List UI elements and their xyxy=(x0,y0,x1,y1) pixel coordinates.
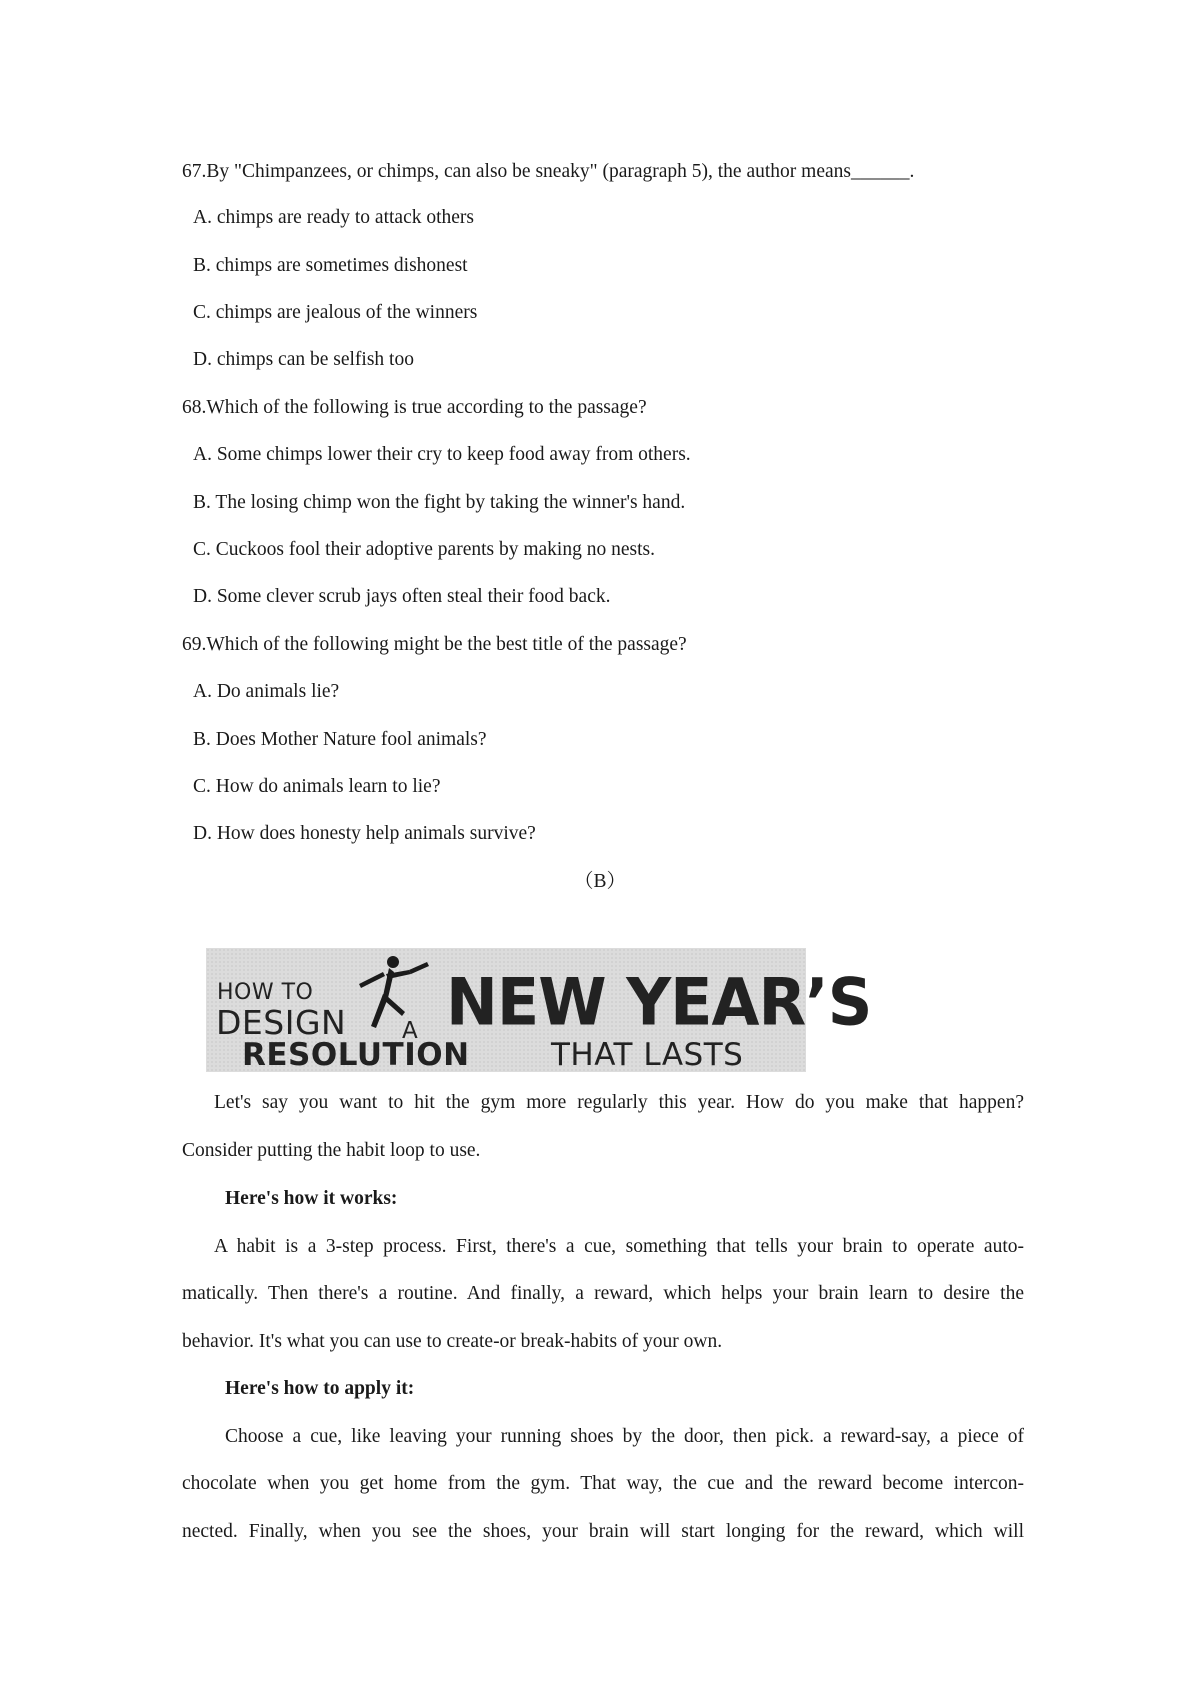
question-67-option-d: D. chimps can be selfish too xyxy=(193,349,414,370)
question-68-stem: 68.Which of the following is true according to the passage? xyxy=(182,397,647,418)
question-67-stem: 67.By "Chimpanzees, or chimps, can also be sneaky" (paragraph 5), the author means______. xyxy=(182,161,915,182)
heading-how-it-works: Here's how it works: xyxy=(225,1188,398,1209)
passage-works-line-2: matically. Then there's a routine. And finally, a reward, which helps your brain learn to desire the xyxy=(182,1283,1024,1304)
question-67-option-a: A. chimps are ready to attack others xyxy=(193,207,475,228)
heading-how-to-apply: Here's how to apply it: xyxy=(225,1378,415,1399)
passage-intro-line-2: Consider putting the habit loop to use. xyxy=(182,1140,481,1161)
question-67-option-c: C. chimps are jealous of the winners xyxy=(193,302,478,323)
question-68-option-c: C. Cuckoos fool their adoptive parents by making no nests. xyxy=(193,539,655,560)
question-69-option-a: A. Do animals lie? xyxy=(193,681,340,702)
banner-a-text: A xyxy=(402,1018,418,1044)
passage-works-line-3: behavior. It's what you can use to create-or break-habits of your own. xyxy=(182,1331,723,1352)
question-68-option-d: D. Some clever scrub jays often steal their food back. xyxy=(193,586,611,607)
question-67-option-b: B. chimps are sometimes dishonest xyxy=(193,255,468,276)
runner-figure-icon xyxy=(331,948,441,1038)
question-69-option-c: C. How do animals learn to lie? xyxy=(193,776,441,797)
banner-how-to-text: HOW TO xyxy=(217,980,314,1005)
question-68-option-a: A. Some chimps lower their cry to keep food away from others. xyxy=(193,444,691,465)
question-69-stem: 69.Which of the following might be the best title of the passage? xyxy=(182,634,687,655)
banner-design-text: DESIGN xyxy=(216,1003,347,1042)
banner-that-lasts-text: THAT LASTS xyxy=(551,1037,744,1073)
section-label: （B） xyxy=(573,871,626,892)
banner-resolution-text: RESOLUTION xyxy=(242,1037,470,1073)
passage-apply-line-3: nected. Finally, when you see the shoes, your brain will start longing for the reward, which will xyxy=(182,1521,1024,1542)
resolution-banner-image xyxy=(206,948,872,1073)
question-69-option-d: D. How does honesty help animals survive? xyxy=(193,823,536,844)
question-69-option-b: B. Does Mother Nature fool animals? xyxy=(193,729,487,750)
banner-new-years-text: NEW YEAR’S xyxy=(446,963,872,1041)
passage-apply-line-2: chocolate when you get home from the gym. That way, the cue and the reward become intercon- xyxy=(182,1473,1024,1494)
passage-apply-line-1: Choose a cue, like leaving your running shoes by the door, then pick. a reward-say, a piece of xyxy=(225,1426,1024,1447)
question-68-option-b: B. The losing chimp won the fight by taking the winner's hand. xyxy=(193,492,686,513)
passage-works-line-1: A habit is a 3-step process. First, there's a cue, something that tells your brain to operate auto- xyxy=(214,1236,1024,1257)
passage-intro-line-1: Let's say you want to hit the gym more regularly this year. How do you make that happen? xyxy=(214,1092,1024,1113)
